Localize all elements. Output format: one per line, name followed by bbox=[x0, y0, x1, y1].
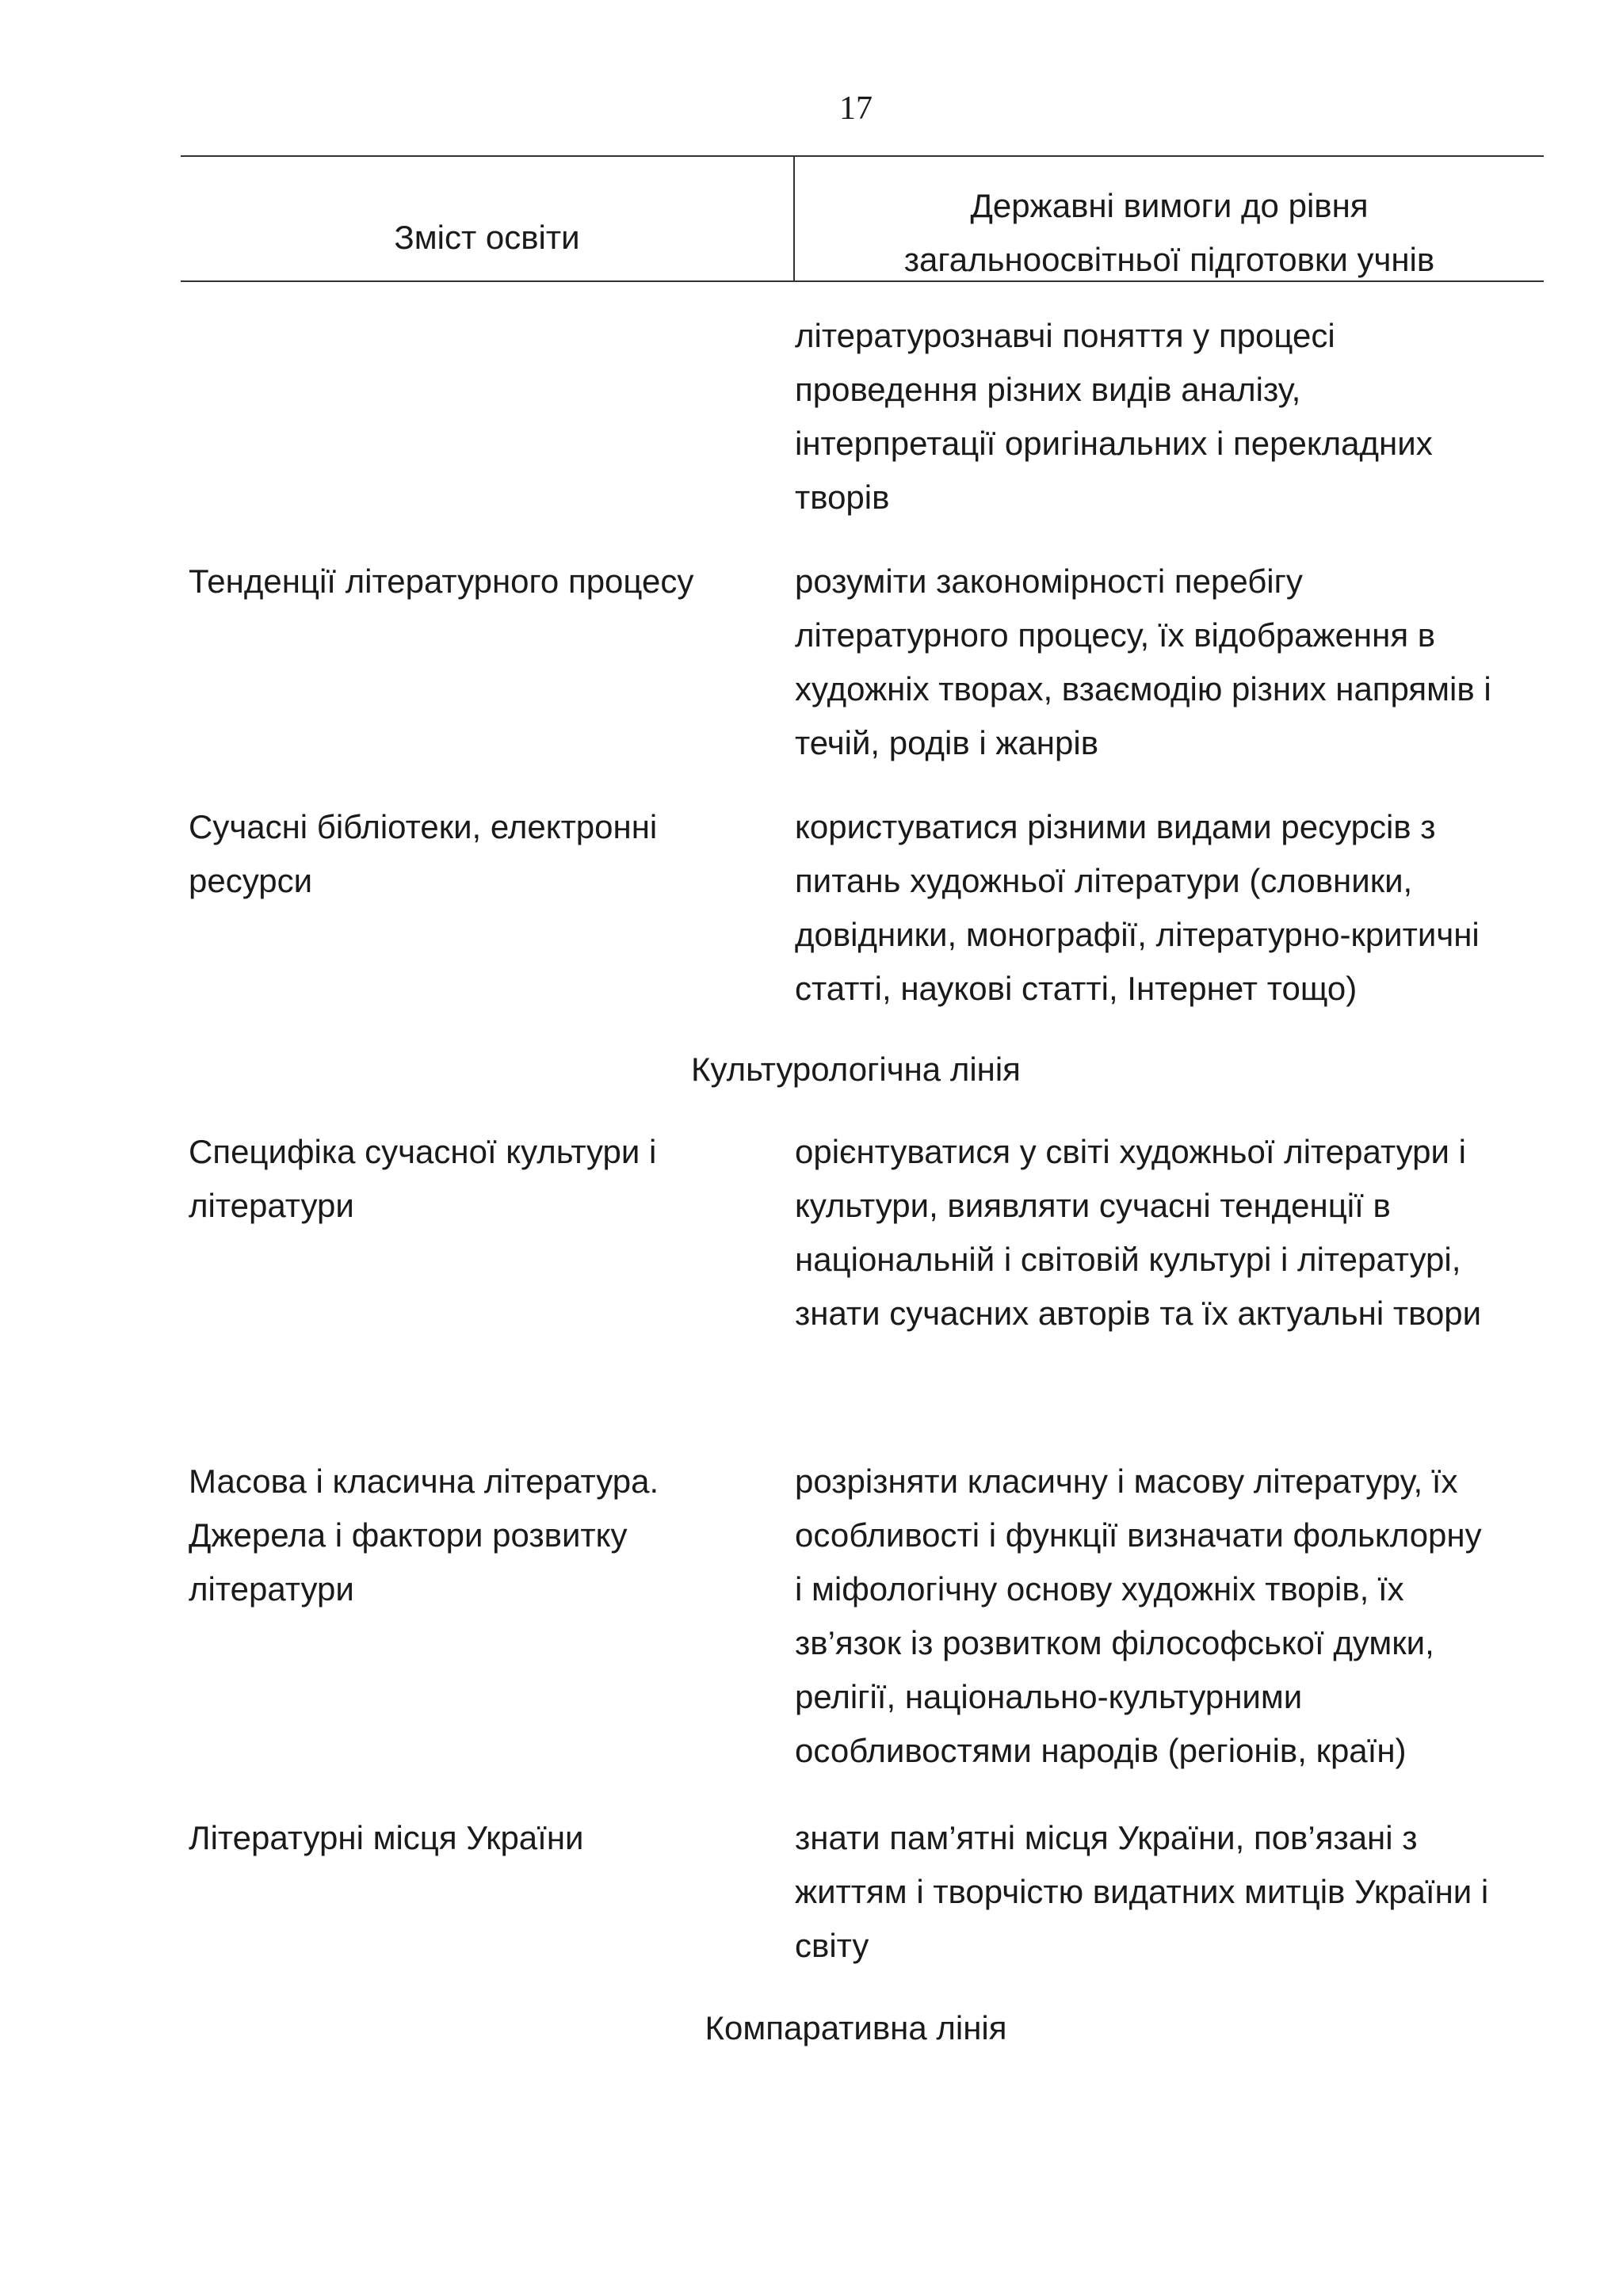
text-line: Масова і класична література. bbox=[189, 1463, 659, 1500]
table-row-1-requirements bbox=[795, 555, 1491, 770]
table-row-3-content bbox=[189, 1125, 656, 1233]
header-right-line: загальноосвітньої підготовки учнів bbox=[903, 241, 1435, 278]
table-row-4-content bbox=[189, 1455, 659, 1616]
text-line: користуватися різними видами ресурсів з bbox=[795, 808, 1436, 845]
table-row-2-content bbox=[189, 800, 657, 908]
text-line: проведення різних видів аналізу, bbox=[795, 371, 1301, 408]
text-line: релігії, національно-культурними bbox=[795, 1678, 1303, 1715]
text-line: літературознавчі поняття у процесі bbox=[795, 317, 1335, 354]
text-line: літературного процесу, їх відображення в bbox=[795, 616, 1436, 654]
table-row-3-requirements bbox=[795, 1125, 1481, 1341]
text-line: розрізняти класичну і масову літературу, їх bbox=[795, 1463, 1458, 1500]
section-heading-comparative: Компаративна лінія bbox=[705, 2009, 1007, 2046]
table-top-rule bbox=[181, 155, 1544, 157]
text-line: Сучасні бібліотеки, електронні bbox=[189, 808, 658, 845]
text-line: творів bbox=[795, 479, 890, 516]
text-line: Специфіка сучасної культури і bbox=[189, 1133, 657, 1170]
text-line: Джерела і фактори розвитку bbox=[189, 1516, 628, 1554]
text-line: життям і творчістю видатних митців України і bbox=[795, 1873, 1489, 1910]
table-row-4-requirements bbox=[795, 1455, 1482, 1778]
text-line: літератури bbox=[189, 1570, 354, 1608]
text-line: художніх творах, взаємодію різних напрямів і bbox=[795, 670, 1491, 707]
text-line: Літературні місця України bbox=[189, 1819, 584, 1856]
table-row-1-content bbox=[189, 555, 693, 608]
text-line: особливостями народів (регіонів, країн) bbox=[795, 1732, 1407, 1769]
text-line: і міфологічну основу художніх творів, їх bbox=[795, 1570, 1404, 1608]
table-row-2-requirements bbox=[795, 800, 1480, 1016]
text-line: ресурси bbox=[189, 862, 313, 899]
text-line: орієнтуватися у світі художньої літератури і bbox=[795, 1133, 1466, 1170]
header-right-line: Державні вимоги до рівня bbox=[970, 187, 1369, 224]
text-line: зв’язок із розвитком філософської думки, bbox=[795, 1624, 1434, 1661]
header-state-requirements bbox=[795, 179, 1544, 287]
table-row-5-requirements bbox=[795, 1811, 1488, 1973]
text-line: національній і світовій культурі і літературі, bbox=[795, 1241, 1461, 1278]
section-heading-culturological: Культурологічна лінія bbox=[691, 1051, 1021, 1088]
text-line: довідники, монографії, літературно-критичні bbox=[795, 916, 1480, 953]
text-line: світу bbox=[795, 1927, 869, 1964]
header-content-of-education: Зміст освіти bbox=[394, 219, 580, 256]
page-number: 17 bbox=[839, 90, 873, 127]
text-line: знати сучасних авторів та їх актуальні твори bbox=[795, 1295, 1482, 1332]
text-line: питань художньої літератури (словники, bbox=[795, 862, 1413, 899]
text-line: інтерпретації оригінальних і перекладних bbox=[795, 425, 1433, 462]
text-line: Тенденції літературного процесу bbox=[189, 563, 694, 600]
text-line: літератури bbox=[189, 1187, 354, 1224]
text-line: особливості і функції визначати фольклорну bbox=[795, 1516, 1482, 1554]
text-line: знати пам’ятні місця України, пов’язані з bbox=[795, 1819, 1418, 1856]
table-row-0-requirements bbox=[795, 309, 1433, 524]
text-line: розуміти закономірності перебігу bbox=[795, 563, 1303, 600]
table-row-5-content bbox=[189, 1811, 583, 1865]
text-line: статті, наукові статті, Інтернет тощо) bbox=[795, 970, 1358, 1007]
text-line: течій, родів і жанрів bbox=[795, 724, 1099, 761]
text-line: культури, виявляти сучасні тенденції в bbox=[795, 1187, 1391, 1224]
